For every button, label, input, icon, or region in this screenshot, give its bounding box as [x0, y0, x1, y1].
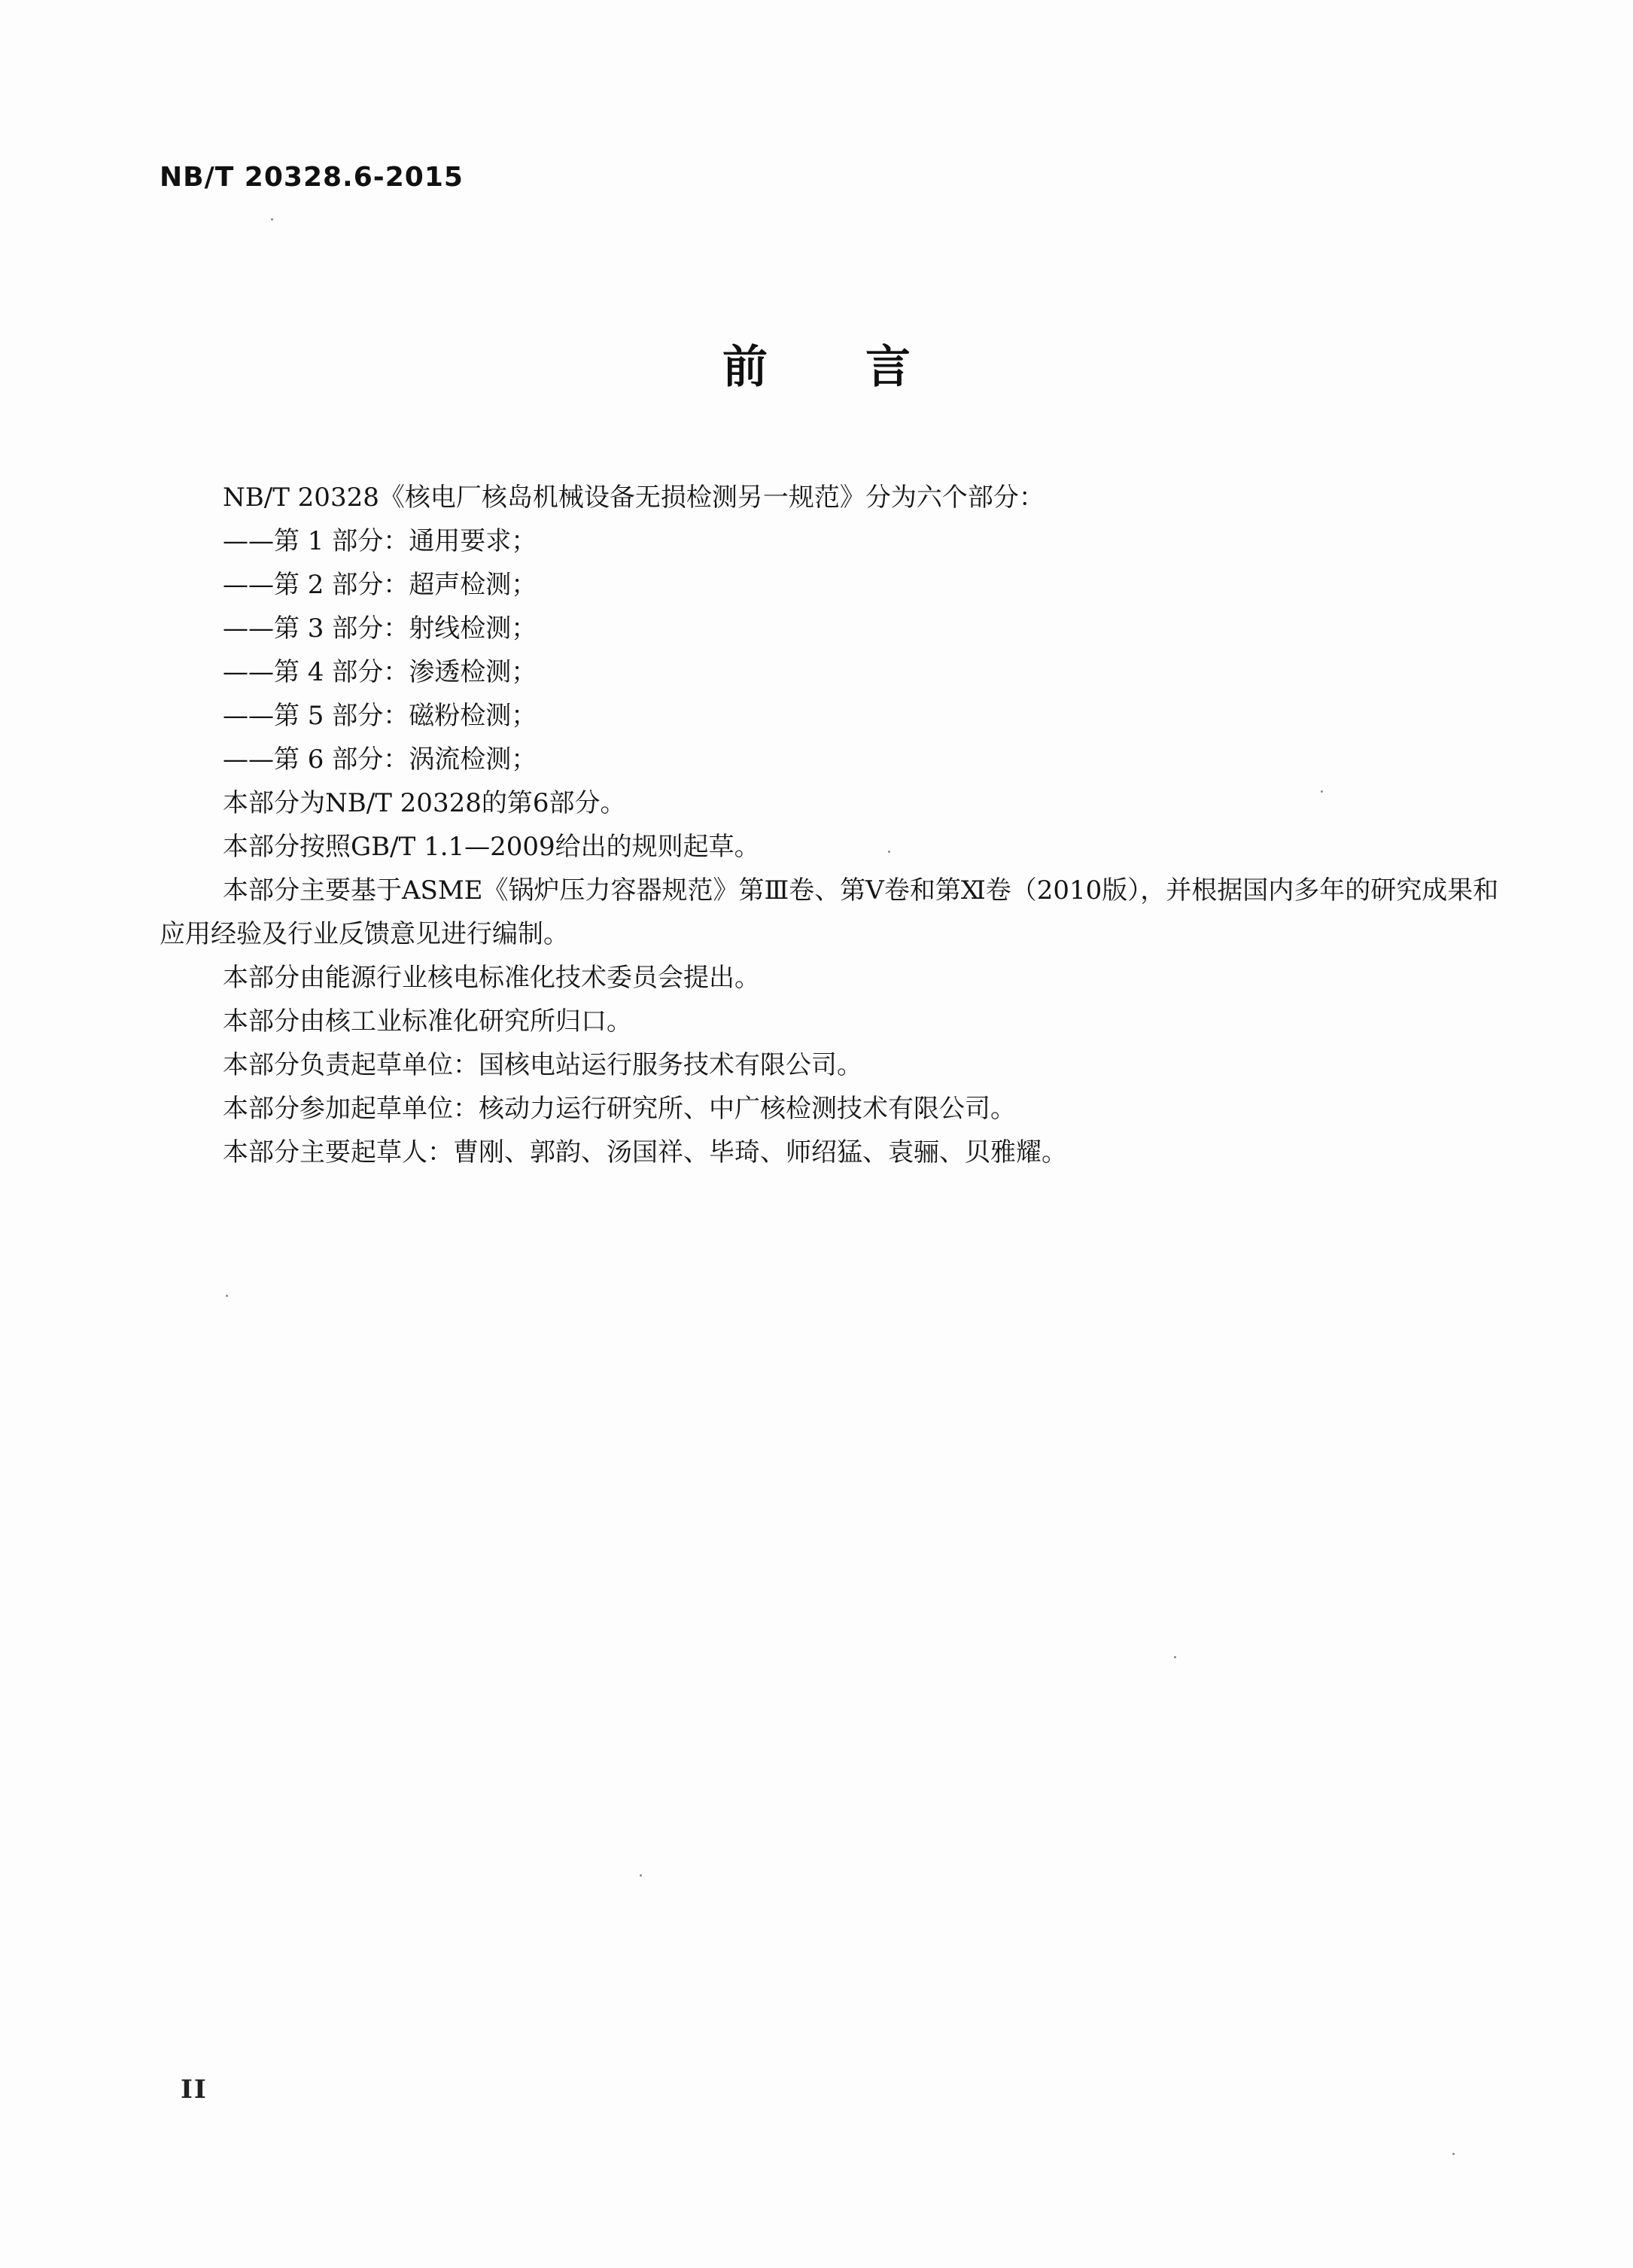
title-char-1: 前: [722, 341, 768, 394]
paragraph-main-drafters: 本部分主要起草人：曹刚、郭韵、汤国祥、毕琦、师绍猛、袁骊、贝雅耀。: [223, 1137, 1067, 1167]
paragraph-centralized-by: 本部分由核工业标准化研究所归口。: [223, 1006, 632, 1037]
part-list-item: ——第 4 部分：渗透检测；: [223, 657, 537, 687]
paragraph-participating-drafters: 本部分参加起草单位：核动力运行研究所、中广核检测技术有限公司。: [223, 1094, 1016, 1124]
title-char-2: 言: [865, 341, 911, 394]
page-title: [0, 331, 1633, 396]
paragraph-drafting-rules: 本部分按照GB/T 1.1—2009给出的规则起草。: [223, 832, 760, 862]
paragraph-part-statement: 本部分为NB/T 20328的第6部分。: [223, 788, 626, 818]
scan-speck: [640, 1874, 642, 1877]
scan-speck: [1452, 2153, 1455, 2155]
foreword-body: [160, 476, 1499, 1174]
intro-paragraph: NB/T 20328《核电厂核岛机械设备无损检测另一规范》分为六个部分：: [223, 483, 1045, 513]
part-list-item: ——第 6 部分：涡流检测；: [223, 744, 537, 775]
scan-speck: [888, 851, 890, 853]
scan-speck: [1321, 790, 1323, 793]
part-list-item: ——第 2 部分：超声检测；: [223, 570, 537, 600]
paragraph-proposed-by: 本部分由能源行业核电标准化技术委员会提出。: [223, 963, 760, 993]
scan-speck: [1174, 1656, 1176, 1658]
part-list-item: ——第 5 部分：磁粉检测；: [223, 701, 537, 731]
paragraph-basis: 本部分主要基于ASME《锅炉压力容器规范》第Ⅲ卷、第Ⅴ卷和第Ⅺ卷（2010版），并根据国内多年的研究成果和应用经验及行业反馈意见进行编制。: [160, 875, 1499, 949]
standard-number: NB/T 20328.6-2015: [160, 162, 464, 193]
part-list-item: ——第 3 部分：射线检测；: [223, 613, 537, 644]
scan-speck: [226, 1295, 228, 1297]
part-list-item: ——第 1 部分：通用要求；: [223, 526, 537, 556]
paragraph-lead-drafter: 本部分负责起草单位：国核电站运行服务技术有限公司。: [223, 1050, 862, 1080]
scan-speck: [271, 218, 273, 221]
page-number: II: [181, 2075, 208, 2105]
